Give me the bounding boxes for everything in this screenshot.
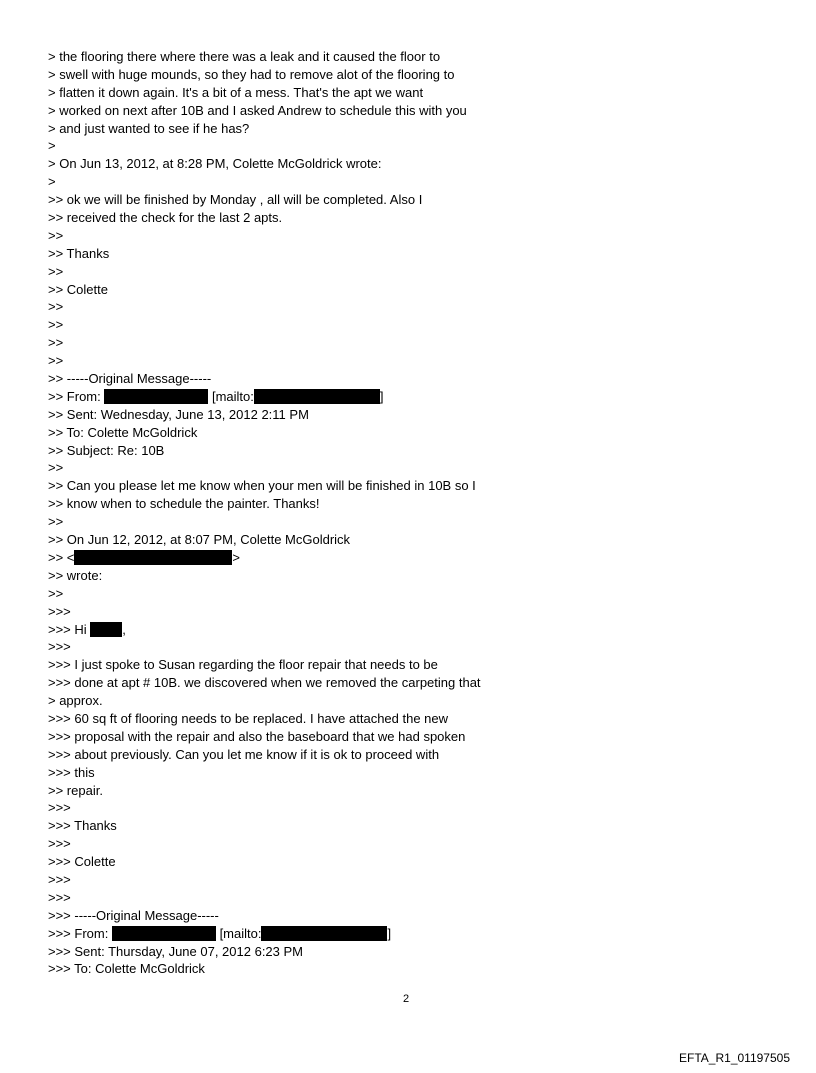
email-line-text: >>> Sent: Thursday, June 07, 2012 6:23 PM <box>48 943 303 959</box>
email-line-text: >>> proposal with the repair and also the baseboard that we had spoken <box>48 728 466 744</box>
redaction-block <box>90 622 122 637</box>
email-line-text: > <box>48 174 56 190</box>
email-line <box>48 746 768 764</box>
redaction-block <box>112 926 216 941</box>
email-line-text: >> repair. <box>48 782 103 798</box>
email-line <box>48 799 768 817</box>
email-line-text: >>> Colette <box>48 854 116 870</box>
email-line <box>48 316 768 334</box>
email-line-text: ] <box>387 925 392 941</box>
email-line <box>48 728 768 746</box>
email-line-text: >> <box>48 263 64 279</box>
email-line <box>48 263 768 281</box>
email-line <box>48 674 768 692</box>
email-line-text: >>> 60 sq ft of flooring needs to be replaced. I have attached the new <box>48 710 449 726</box>
email-line-text: >> <box>48 227 64 243</box>
email-line-text: >>> Hi <box>48 621 91 637</box>
email-line-text: > approx. <box>48 693 103 709</box>
email-line <box>48 710 768 728</box>
email-line-text: >>> <box>48 603 71 619</box>
email-line <box>48 137 768 155</box>
email-line-text: >> Colette <box>48 281 108 297</box>
email-line <box>48 960 768 978</box>
email-line-text: >> ok we will be finished by Monday , all will be completed. Also I <box>48 192 423 208</box>
email-line <box>48 298 768 316</box>
email-line-text: >> <box>48 353 64 369</box>
email-line-text: >> To: Colette McGoldrick <box>48 424 198 440</box>
email-line-text: >>> <box>48 871 71 887</box>
email-line <box>48 334 768 352</box>
email-line <box>48 477 768 495</box>
email-line <box>48 442 768 460</box>
email-line <box>48 764 768 782</box>
redaction-block <box>254 389 380 404</box>
email-line <box>48 835 768 853</box>
email-line <box>48 585 768 603</box>
email-line-text: >>> about previously. Can you let me know if it is ok to proceed with <box>48 746 440 762</box>
email-line-text: > the flooring there where there was a leak and it caused the floor to <box>48 49 441 64</box>
email-line-text: [mailto: <box>215 925 262 941</box>
email-line <box>48 603 768 621</box>
email-line <box>48 84 768 102</box>
page-number: 2 <box>403 993 410 1005</box>
email-line-text: [mailto: <box>208 388 254 404</box>
email-line-text: >> <box>48 299 64 315</box>
email-line-text: > <box>232 549 240 565</box>
email-line <box>48 48 768 66</box>
email-line <box>48 943 768 961</box>
email-line <box>48 782 768 800</box>
email-line <box>48 173 768 191</box>
email-line-text: >> On Jun 12, 2012, at 8:07 PM, Colette McGoldrick <box>48 532 351 548</box>
email-line <box>48 102 768 120</box>
bates-number: EFTA_R1_01197505 <box>679 1051 790 1065</box>
email-line <box>48 656 768 674</box>
email-line <box>48 567 768 585</box>
email-line-text: >>> Thanks <box>48 818 117 834</box>
email-line-text: >> <box>48 317 64 333</box>
email-line-text: >> know when to schedule the painter. Thanks! <box>48 496 320 512</box>
email-line <box>48 406 768 424</box>
email-line-text: >>> <box>48 800 71 816</box>
email-line <box>48 120 768 138</box>
email-line-text: >>> done at apt # 10B. we discovered when we removed the carpeting that <box>48 675 481 691</box>
email-line <box>48 227 768 245</box>
email-line-text: >> Subject: Re: 10B <box>48 442 165 458</box>
email-line-text: >> From: <box>48 388 105 404</box>
email-line-text: >> <box>48 514 64 530</box>
email-line-text: ] <box>379 388 384 404</box>
email-line-text: >> Sent: Wednesday, June 13, 2012 2:11 PM <box>48 406 309 422</box>
email-line-text: , <box>122 621 126 637</box>
email-line <box>48 817 768 835</box>
email-line <box>48 531 768 549</box>
email-line <box>48 925 768 943</box>
email-line-text: >> < <box>48 549 75 565</box>
email-line <box>48 495 768 513</box>
email-line <box>48 549 768 567</box>
email-line-text: >>> <box>48 836 71 852</box>
email-line <box>48 155 768 173</box>
email-line <box>48 245 768 263</box>
email-line-text: >>> <box>48 639 71 655</box>
email-line <box>48 889 768 907</box>
email-line-text: >> <box>48 585 64 601</box>
email-line <box>48 424 768 442</box>
email-line <box>48 370 768 388</box>
email-line <box>48 513 768 531</box>
redaction-block <box>74 550 232 565</box>
email-line <box>48 621 768 639</box>
email-line-text: >>> From: <box>48 925 112 941</box>
email-line-text: > worked on next after 10B and I asked Andrew to schedule this with you <box>48 102 467 118</box>
email-line <box>48 853 768 871</box>
email-line <box>48 352 768 370</box>
email-line <box>48 871 768 889</box>
email-line <box>48 281 768 299</box>
email-line-text: > flatten it down again. It's a bit of a mess. That's the apt we want <box>48 84 424 100</box>
email-line-text: > swell with huge mounds, so they had to remove alot of the flooring to <box>48 66 455 82</box>
email-line-text: >>> I just spoke to Susan regarding the floor repair that needs to be <box>48 657 438 673</box>
email-line <box>48 638 768 656</box>
email-line-text: >> Thanks <box>48 245 110 261</box>
redaction-block <box>104 389 208 404</box>
email-line-text: >>> <box>48 889 71 905</box>
email-line <box>48 692 768 710</box>
email-line <box>48 388 768 406</box>
email-line-text: >>> this <box>48 764 95 780</box>
email-line-text: > On Jun 13, 2012, at 8:28 PM, Colette McGoldrick wrote: <box>48 156 382 172</box>
email-line-text: >>> -----Original Message----- <box>48 907 219 923</box>
email-line-text: > and just wanted to see if he has? <box>48 120 250 136</box>
email-line-text: >> wrote: <box>48 567 103 583</box>
email-line-text: >> <box>48 460 64 476</box>
email-line <box>48 191 768 209</box>
email-line <box>48 459 768 477</box>
email-line-text: >> Can you please let me know when your men will be finished in 10B so I <box>48 478 476 494</box>
email-line <box>48 907 768 925</box>
redaction-block <box>261 926 387 941</box>
email-line-text: >> -----Original Message----- <box>48 371 212 387</box>
email-line-text: >>> To: Colette McGoldrick <box>48 961 205 977</box>
email-line <box>48 209 768 227</box>
email-body <box>48 48 768 978</box>
email-line-text: >> <box>48 335 64 351</box>
email-line-text: > <box>48 138 56 154</box>
email-line <box>48 66 768 84</box>
email-line-text: >> received the check for the last 2 apts. <box>48 210 283 226</box>
